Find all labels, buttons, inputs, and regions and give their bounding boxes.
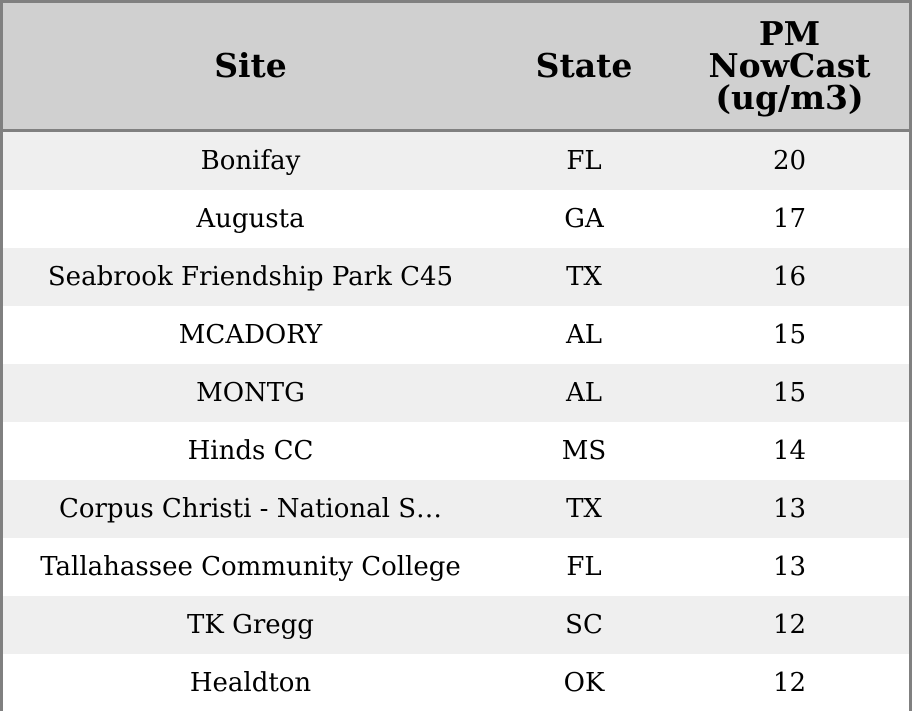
- cell-state: TX: [566, 494, 602, 524]
- cell-pm-value: 20: [772, 146, 807, 176]
- cell-state: TX: [566, 262, 602, 292]
- cell-site: Corpus Christi - National S…: [58, 494, 443, 524]
- table-row: [3, 654, 909, 712]
- table-row: [3, 190, 909, 248]
- cell-state: FL: [566, 146, 602, 176]
- table-row: [3, 480, 909, 538]
- table-header: [3, 3, 909, 132]
- cell-state: AL: [565, 378, 603, 408]
- cell-state: FL: [566, 552, 602, 582]
- cell-site: Bonifay: [200, 146, 301, 176]
- cell-pm-value: 17: [772, 204, 807, 234]
- cell-site: TK Gregg: [187, 610, 314, 640]
- cell-site: MCADORY: [178, 320, 323, 350]
- cell-pm-value: 16: [772, 262, 807, 292]
- cell-pm-value: 12: [772, 668, 807, 698]
- cell-state: MS: [561, 436, 607, 466]
- cell-state: GA: [564, 204, 604, 234]
- table-row: [3, 538, 909, 596]
- cell-state: OK: [563, 668, 605, 698]
- table-body: [3, 132, 909, 711]
- table-row: [3, 132, 909, 190]
- table-row: [3, 306, 909, 364]
- table-row: [3, 364, 909, 422]
- header-state: State: [535, 46, 633, 85]
- cell-site: Hinds CC: [187, 436, 314, 466]
- cell-site: Augusta: [196, 204, 305, 234]
- cell-pm-value: 12: [772, 610, 807, 640]
- table-row: [3, 248, 909, 306]
- cell-pm-value: 13: [772, 494, 807, 524]
- cell-pm-value: 14: [772, 436, 807, 466]
- table-row: [3, 422, 909, 480]
- cell-site: Seabrook Friendship Park C45: [47, 262, 454, 292]
- cell-site: Healdton: [189, 668, 312, 698]
- cell-site: Tallahassee Community College: [40, 552, 461, 582]
- header-site: Site: [214, 46, 287, 85]
- table-row: [3, 596, 909, 654]
- cell-pm-value: 13: [772, 552, 807, 582]
- cell-state: SC: [565, 610, 603, 640]
- cell-state: AL: [565, 320, 603, 350]
- cell-site: MONTG: [196, 378, 305, 408]
- cell-pm-value: 15: [772, 320, 807, 350]
- cell-pm-value: 15: [772, 378, 807, 408]
- header-pm-nowcast: PM NowCast (ug/m3): [708, 14, 871, 117]
